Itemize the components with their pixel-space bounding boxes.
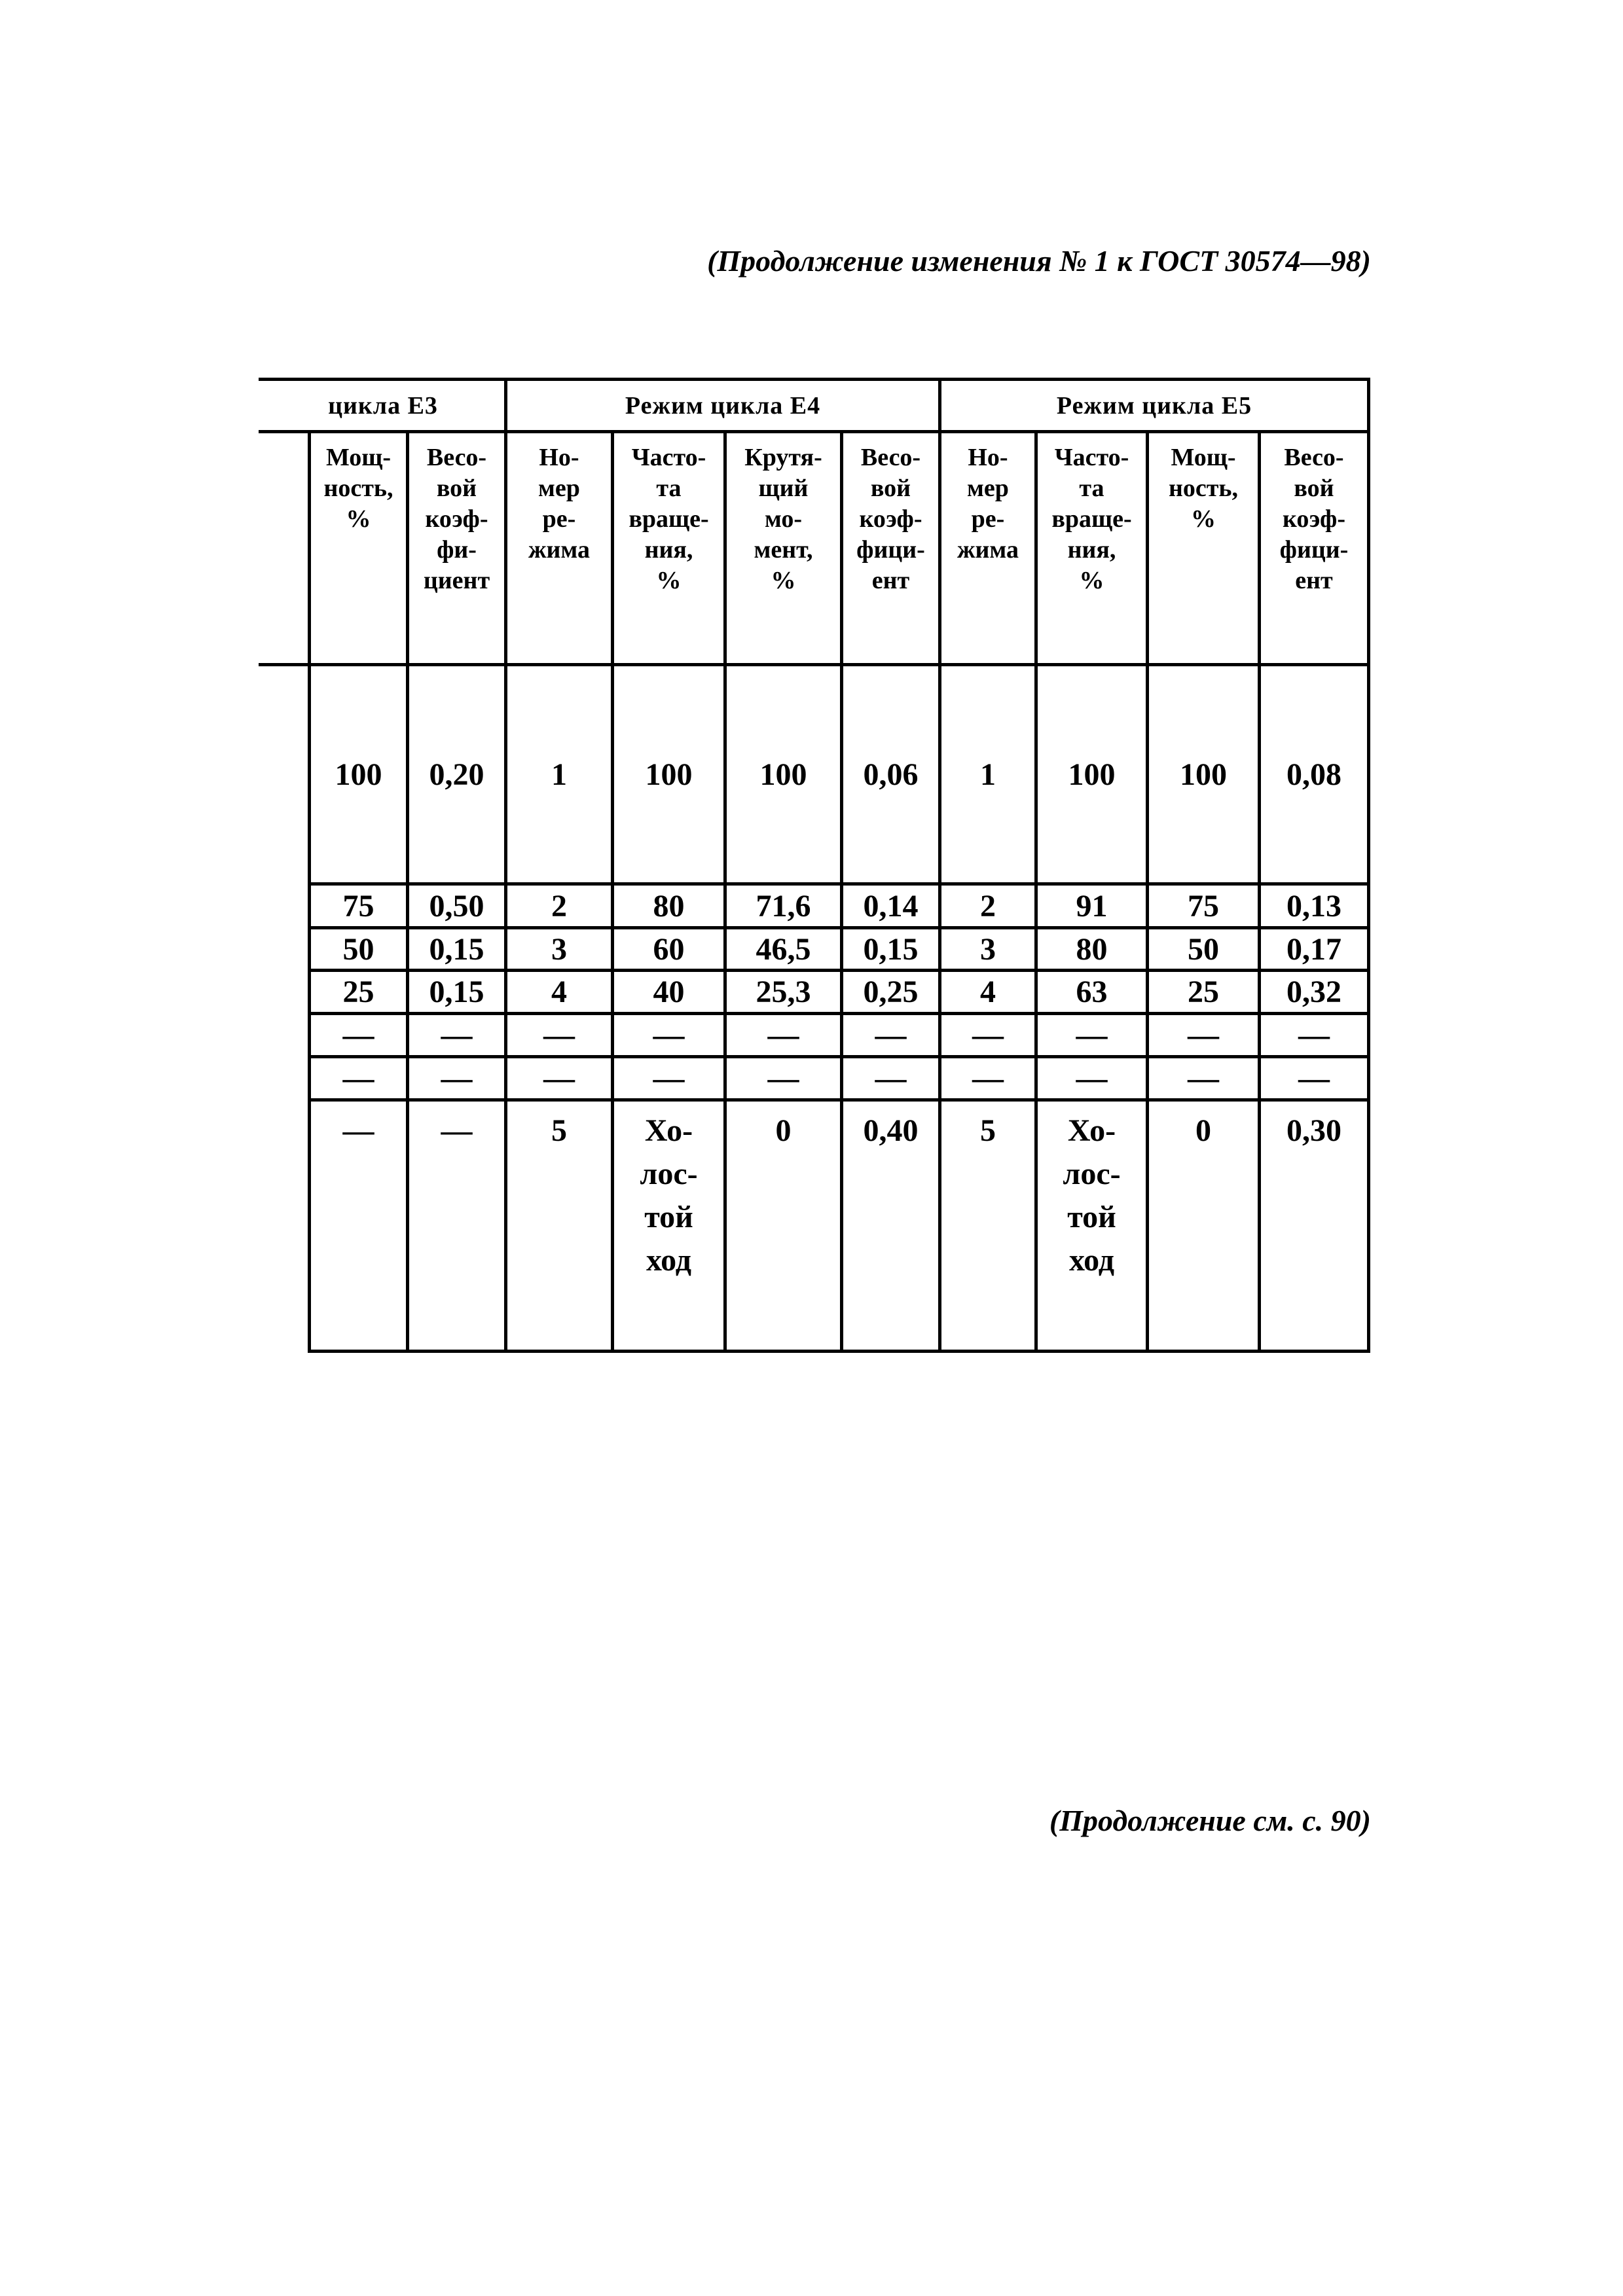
table-cell: — <box>1298 1061 1330 1096</box>
table-cell: 0,32 <box>1286 975 1341 1009</box>
table-cell: 25 <box>1188 975 1219 1009</box>
group-header-e3: цикла E3 <box>328 391 438 420</box>
table-cell: 0,50 <box>429 888 484 924</box>
table-cell: 50 <box>342 931 374 967</box>
table-cell: 100 <box>1180 757 1227 792</box>
table-cell: 63 <box>1076 975 1108 1009</box>
table-cell: 4 <box>980 975 996 1009</box>
table-cell: 80 <box>653 888 685 924</box>
column-header-e5-weight: Весо- вой коэф- фици- ент <box>1279 444 1349 594</box>
table-cell: — <box>342 1018 374 1052</box>
table-cell: 4 <box>551 975 567 1009</box>
continuation-footer: (Продолжение см. с. 90) <box>1049 1804 1371 1837</box>
table-cell: 0,15 <box>429 931 484 967</box>
table-cell: — <box>653 1061 685 1096</box>
table-cell: 5 <box>980 1113 996 1148</box>
table-cell: 0,13 <box>1286 888 1341 924</box>
table-cell: — <box>441 1113 473 1148</box>
table-cell: — <box>1188 1061 1219 1096</box>
table-cell: 0,15 <box>863 931 919 967</box>
table-cell: 3 <box>551 931 567 967</box>
table-cell: 1 <box>551 757 567 792</box>
table-cell: — <box>767 1061 799 1096</box>
column-header-e5-mode: Но- мер ре- жима <box>957 444 1019 564</box>
table-cell: — <box>972 1061 1004 1096</box>
table-cell: 0,40 <box>863 1113 919 1148</box>
group-header-e4: Режим цикла E4 <box>625 391 821 420</box>
table-cell: 1 <box>980 757 996 792</box>
group-header-e5: Режим цикла E5 <box>1056 391 1252 420</box>
table-cell: — <box>1298 1018 1330 1052</box>
table-cell: — <box>972 1018 1004 1052</box>
table-cell: 100 <box>1068 757 1116 792</box>
table-cell: 5 <box>551 1113 567 1148</box>
table-cell: 0 <box>775 1113 792 1148</box>
table-cell: Хо- лос- той ход <box>640 1113 698 1278</box>
table-cell: 0,20 <box>429 757 484 792</box>
table-cell: — <box>543 1061 575 1096</box>
column-header-e3-power: Мощ- ность, % <box>323 444 393 533</box>
table-cell: 0,17 <box>1286 931 1341 967</box>
table-cell: 0,14 <box>863 888 919 924</box>
table-cell: 0 <box>1195 1113 1211 1148</box>
table-cell: 80 <box>1076 931 1108 967</box>
table-cell: 100 <box>645 757 693 792</box>
continuation-header: (Продолжение изменения № 1 к ГОСТ 30574—98) <box>707 244 1371 278</box>
column-header-e4-speed: Часто- та враще- ния, % <box>629 444 709 594</box>
table-cell: 100 <box>335 757 382 792</box>
table-cell: — <box>543 1018 575 1052</box>
column-header-e4-mode: Но- мер ре- жима <box>528 444 591 564</box>
table-cell: — <box>875 1061 907 1096</box>
table-cell: — <box>1188 1018 1219 1052</box>
table-cell: 75 <box>1188 888 1219 924</box>
table-cell: 0,25 <box>863 975 919 1009</box>
table-rule-row <box>308 1350 1370 1353</box>
table-cell: — <box>441 1018 473 1052</box>
table-cell: Хо- лос- той ход <box>1063 1113 1121 1278</box>
table-cell: 100 <box>759 757 807 792</box>
table-cell: — <box>342 1113 374 1148</box>
table-cell: 3 <box>980 931 996 967</box>
table-cell: — <box>875 1018 907 1052</box>
column-header-e4-torque: Крутя- щий мо- мент, % <box>744 444 822 594</box>
table-cell: 0,30 <box>1286 1113 1341 1148</box>
table-cell: 25 <box>342 975 374 1009</box>
table-cell: 2 <box>551 888 567 924</box>
table-cell: 50 <box>1188 931 1219 967</box>
column-header-e4-weight: Весо- вой коэф- фици- ент <box>856 444 925 594</box>
table-cell: — <box>1076 1018 1108 1052</box>
table-cell: 60 <box>653 931 685 967</box>
table-cell: 40 <box>653 975 685 1009</box>
table-cell: — <box>767 1018 799 1052</box>
table-cell: 0,15 <box>429 975 484 1009</box>
table-cell: 46,5 <box>756 931 811 967</box>
table-cell: 91 <box>1076 888 1108 924</box>
column-header-e5-power: Мощ- ность, % <box>1168 444 1239 533</box>
table-cell: 25,3 <box>756 975 811 1009</box>
table-cell: 2 <box>980 888 996 924</box>
table-cell: — <box>653 1018 685 1052</box>
column-header-e5-speed: Часто- та враще- ния, % <box>1051 444 1132 594</box>
table-cell: — <box>1076 1061 1108 1096</box>
table-cell: 71,6 <box>756 888 811 924</box>
table-cell: — <box>342 1061 374 1096</box>
table-cell: 0,06 <box>863 757 919 792</box>
column-header-e3-weight: Весо- вой коэф- фи- циент <box>423 444 490 594</box>
table-cell: — <box>441 1061 473 1096</box>
table-cell: 0,08 <box>1286 757 1341 792</box>
table-cell: 75 <box>342 888 374 924</box>
table-rule-vertical <box>1367 378 1370 1353</box>
